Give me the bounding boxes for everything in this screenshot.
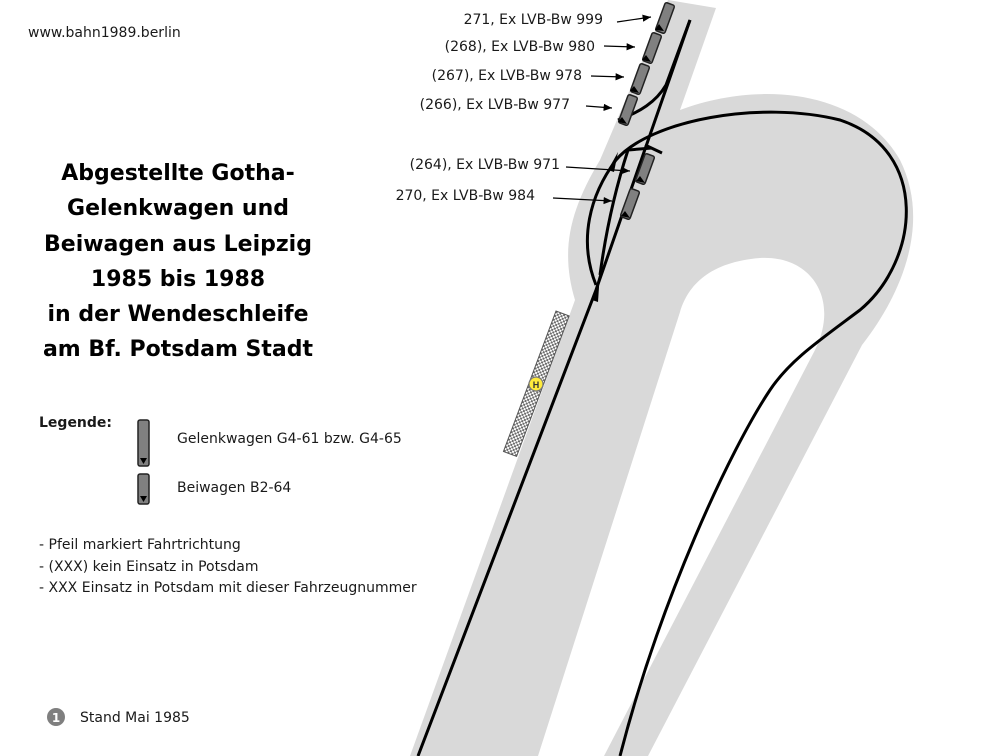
vehicle-label: 271, Ex LVB-Bw 999 bbox=[463, 12, 603, 28]
title-line: 1985 bis 1988 bbox=[90, 266, 266, 292]
title-line: am Bf. Potsdam Stadt bbox=[42, 337, 314, 363]
title-line: Gelenkwagen und bbox=[67, 196, 289, 222]
legend-gelenkwagen-label: Gelenkwagen G4-61 bzw. G4-65 bbox=[177, 431, 402, 447]
legend-heading: Legende: bbox=[39, 415, 113, 431]
stop-sign-letter: H bbox=[532, 380, 540, 390]
website-url: www.bahn1989.berlin bbox=[28, 25, 181, 41]
stand-marker-number: 1 bbox=[51, 711, 61, 725]
legend-beiwagen-label: Beiwagen B2-64 bbox=[177, 480, 292, 496]
vehicle-label: 270, Ex LVB-Bw 984 bbox=[395, 188, 535, 204]
legend-note: - XXX Einsatz in Potsdam mit dieser Fahrzeugnummer bbox=[39, 580, 417, 596]
road-area bbox=[410, 0, 913, 756]
legend-note: - Pfeil markiert Fahrtrichtung bbox=[39, 537, 241, 553]
stand-label: Stand Mai 1985 bbox=[80, 710, 190, 726]
title-line: Abgestellte Gotha- bbox=[61, 161, 295, 186]
vehicle-label: (264), Ex LVB-Bw 971 bbox=[409, 157, 560, 173]
diagram-title bbox=[28, 156, 328, 368]
stand-marker bbox=[47, 708, 65, 726]
legend-notes bbox=[39, 535, 417, 600]
title-line: Beiwagen aus Leipzig bbox=[44, 231, 312, 257]
legend-note: - (XXX) kein Einsatz in Potsdam bbox=[39, 558, 259, 575]
vehicle-label: (266), Ex LVB-Bw 977 bbox=[419, 97, 570, 113]
vehicle-label: (268), Ex LVB-Bw 980 bbox=[444, 39, 595, 55]
title-line: in der Wendeschleife bbox=[47, 302, 309, 328]
vehicle-label: (267), Ex LVB-Bw 978 bbox=[431, 68, 582, 84]
stop-sign bbox=[529, 377, 543, 391]
legend-icons bbox=[138, 420, 149, 504]
